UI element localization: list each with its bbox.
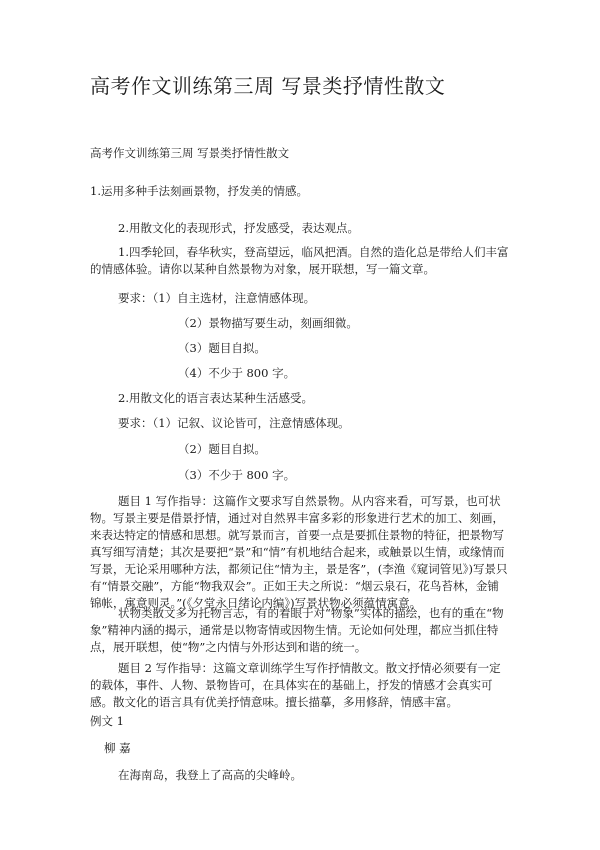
example-first-line: 在海南岛，我登上了高高的尖峰岭。 [118, 768, 302, 782]
document-subtitle: 高考作文训练第三周 写景类抒情性散文 [90, 146, 290, 160]
guide-2 [90, 605, 510, 656]
guide-1-text: 题目 1 写作指导：这篇作文要求写自然景物。从内容来看，可写景，也可状物。写景主要是借景抒情，通过对自然界丰富多彩的形象进行艺术的加工、刻画，来表达特定的情感和思想。就写景而言，首要一点是要抓住景物的特征，把景物写真写细写清楚；其次是要把“景”和“情”有机地结合起来，或触景以生情，或缘情而写景，无论采用哪种方法，都须记住“情为主，景是客”，(李渔《窥词管见》)写景只有“情景交融”，方能“物我双会”。正如王夫之所说：“烟云泉石，花鸟苔林，金铺锦帐，寓意则灵。”(《夕堂永日绪论内编》)写景状物必须蕴情寓意。 [90, 494, 508, 610]
requirement-1-item-3: （3）题目自拟。 [178, 341, 266, 355]
requirement-1-item-4: （4）不少于 800 字。 [178, 366, 296, 380]
requirement-2-item-2: （2）题目自拟。 [178, 442, 266, 456]
guide-3 [90, 660, 510, 711]
guide-2-text: 状物类散文多为托物言志，有的着眼于对“物象”实体的描绘，也有的重在“物象”精神内涵的揭示，通常是以物寄情或因物生情。无论如何处理，都应当抓住特点，展开联想，使“物”之内情与外形达到和谐的统一。 [90, 606, 504, 654]
guide-3-text: 题目 2 写作指导：这篇文章训练学生写作抒情散文。散文抒情必须要有一定的载体，事件、人物、景物皆可，在具体实在的基础上，抒发的情感才会真实可感。散文化的语言具有优美抒情意味。擅长描摹，多用修辞，情感丰富。 [90, 661, 501, 709]
requirement-1-item-2: （2）景物描写要生动，刻画细微。 [178, 316, 358, 330]
guide-1 [90, 493, 510, 612]
goal-1: 1.运用多种手法刻画景物，抒发美的情感。 [90, 184, 308, 198]
requirement-2-label: 要求：（1）记叙、议论皆可，注意情感体现。 [118, 416, 350, 430]
requirement-1-label: 要求：（1）自主选材，注意情感体现。 [118, 291, 316, 305]
prompt-1-text: 1.四季轮回，春华秋实，登高望远，临风把酒。自然的造化总是带给人们丰富的情感体验。请你以某种自然景物为对象，展开联想，写一篇文章。 [90, 245, 509, 276]
example-heading: 例文 1 [90, 714, 124, 728]
prompt-1 [90, 244, 510, 278]
prompt-2: 2.用散文化的语言表达某种生活感受。 [118, 391, 313, 405]
document-title: 高考作文训练第三周 写景类抒情性散文 [90, 74, 446, 98]
requirement-2-item-3: （3）不少于 800 字。 [178, 468, 296, 482]
goal-2: 2.用散文化的表现形式，抒发感受，表达观点。 [118, 221, 359, 235]
example-author: 柳 嘉 [104, 741, 131, 755]
